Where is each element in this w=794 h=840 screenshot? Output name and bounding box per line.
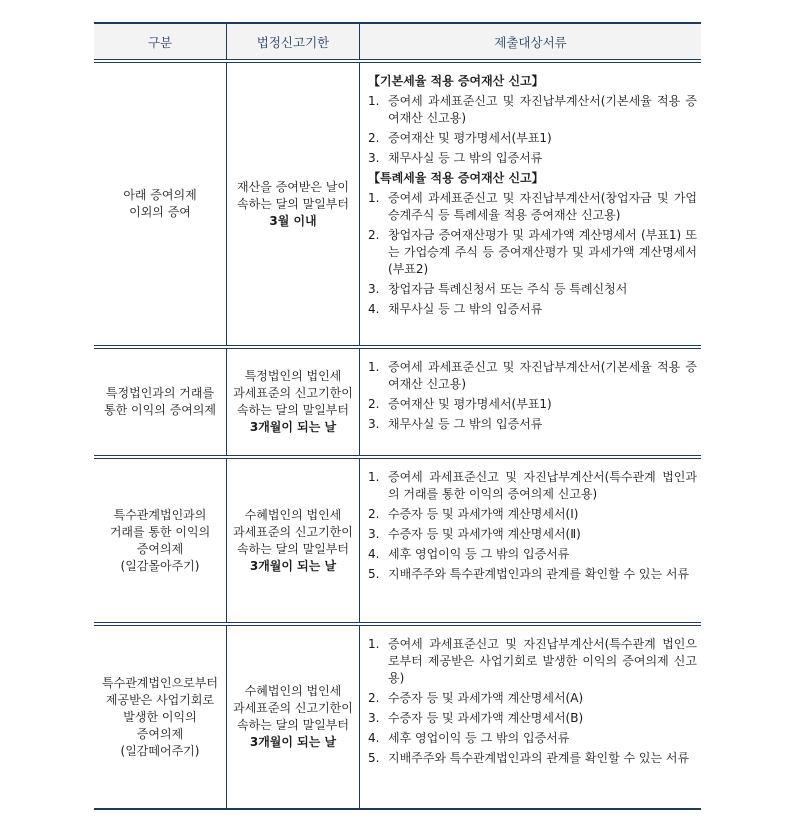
- deadline-emphasis: 3개월이 되는 날: [249, 420, 337, 434]
- category-line: 특정법인과의 거래를: [105, 386, 215, 400]
- list-item: [368, 690, 697, 707]
- category-cell: [94, 459, 227, 622]
- list-item: [368, 301, 697, 318]
- item-text: 채무사실 등 그 밖의 입증서류: [388, 417, 543, 431]
- table-bottom-rule: [94, 808, 701, 810]
- list-item: [368, 227, 697, 278]
- item-text: 증여세 과세표준신고 및 자진납부계산서(기본세율 적용 증여재산 신고용): [388, 360, 697, 391]
- item-number: 1.: [368, 470, 380, 484]
- item-text: 채무사실 등 그 밖의 입증서류: [388, 151, 543, 165]
- category-line: 특수관계법인과의: [113, 507, 207, 522]
- deadline-line: 특정법인의 법인세: [244, 369, 342, 383]
- list-item: [368, 750, 697, 767]
- item-text: 수증자 등 및 과세가액 계산명세서(A): [388, 691, 584, 705]
- item-number: 3.: [368, 151, 380, 165]
- deadline-line: 수혜법인의 법인세: [244, 684, 342, 698]
- item-text: 증여세 과세표준신고 및 자진납부계산서(특수관계 법인으로부터 제공받은 사업기회로 발생한 이익의 증여의제 신고용): [388, 637, 697, 685]
- item-number: 5.: [368, 751, 380, 765]
- deadline-line: 속하는 달의 말일부터: [237, 541, 349, 556]
- list-item: [368, 93, 697, 127]
- documents-cell: [360, 626, 701, 808]
- list-item: [368, 416, 697, 433]
- category-line: 제공받은 사업기회로: [105, 692, 215, 707]
- list-item: [368, 359, 697, 393]
- list-item: [368, 546, 697, 563]
- list-item: [368, 526, 697, 543]
- list-item: [368, 730, 697, 747]
- item-number: 2.: [368, 131, 380, 145]
- category-line: 통한 이익의 증여의제: [104, 403, 216, 417]
- item-number: 1.: [368, 191, 380, 205]
- deadline-line: 과세표준의 신고기한이: [233, 524, 353, 539]
- item-number: 2.: [368, 691, 380, 705]
- category-line: 특수관계법인으로부터: [102, 675, 218, 690]
- item-number: 5.: [368, 567, 380, 581]
- item-text: 증여재산 및 평가명세서(부표1): [388, 131, 552, 145]
- item-number: 1.: [368, 637, 380, 651]
- item-number: 4.: [368, 302, 380, 316]
- item-text: 지배주주와 특수관계법인과의 관계를 확인할 수 있는 서류: [388, 567, 690, 581]
- documents-cell: [360, 459, 701, 622]
- deadline-cell: [227, 626, 360, 808]
- deadline-cell: [227, 459, 360, 622]
- item-number: 2.: [368, 397, 380, 411]
- item-text: 수증자 등 및 과세가액 계산명세서(B): [388, 711, 584, 725]
- item-number: 2.: [368, 228, 380, 242]
- deadline-cell: [227, 349, 360, 455]
- list-item: [368, 130, 697, 147]
- item-text: 증여재산 및 평가명세서(부표1): [388, 397, 552, 411]
- category-cell: [94, 626, 227, 808]
- section-heading: 【기본세율 적용 증여재산 신고】: [368, 74, 544, 88]
- deadline-line: 과세표준의 신고기한이: [233, 701, 353, 715]
- documents-cell: [360, 349, 701, 455]
- category-line: 발생한 이익의: [123, 709, 197, 724]
- header-deadline: 법정신고기한: [227, 24, 360, 59]
- list-item: [368, 710, 697, 727]
- deadline-line: 속하는 달의 말일부터: [237, 196, 349, 211]
- deadline-cell: [227, 63, 360, 345]
- category-line: 증여의제: [136, 726, 184, 741]
- item-text: 세후 영업이익 등 그 밖의 입증서류: [388, 731, 570, 745]
- table-row: [94, 459, 701, 622]
- list-item: [368, 506, 697, 523]
- list-item: [368, 396, 697, 413]
- item-text: 창업자금 특례신청서 또는 주식 등 특례신청서: [388, 282, 628, 296]
- list-item: [368, 469, 697, 503]
- deadline-emphasis: 3개월이 되는 날: [249, 735, 337, 749]
- item-text: 증여세 과세표준신고 및 자진납부계산서(특수관계 법인과의 거래를 통한 이익의 증여의제 신고용): [388, 470, 697, 501]
- item-number: 4.: [368, 547, 380, 561]
- item-number: 3.: [368, 282, 380, 296]
- item-number: 1.: [368, 94, 380, 108]
- item-number: 3.: [368, 527, 380, 541]
- category-line: (일감몰아주기): [120, 558, 200, 573]
- list-item: [368, 636, 697, 687]
- table-row: [94, 626, 701, 808]
- list-item: [368, 150, 697, 167]
- deadline-line: 과세표준의 신고기한이: [233, 386, 353, 400]
- documents-cell: [360, 63, 701, 345]
- item-text: 증여세 과세표준신고 및 자진납부계산서(창업자금 및 가업승계주식 등 특례세율 적용 증여재산 신고용): [388, 191, 697, 222]
- category-line: 거래를 통한 이익의: [109, 524, 211, 539]
- category-line: 이외의 증여: [129, 205, 191, 219]
- category-line: 아래 증여의제: [123, 188, 197, 202]
- list-item: [368, 566, 697, 583]
- item-text: 지배주주와 특수관계법인과의 관계를 확인할 수 있는 서류: [388, 751, 690, 765]
- item-text: 수증자 등 및 과세가액 계산명세서(Ⅰ): [388, 507, 579, 521]
- item-text: 창업자금 증여재산평가 및 과세가액 계산명세서 (부표1) 또는 가업승계 주식 등 증여재산평가 및 과세가액 계산명세서(부표2): [388, 228, 697, 276]
- category-line: (일감떼어주기): [120, 743, 200, 758]
- item-text: 세후 영업이익 등 그 밖의 입증서류: [388, 547, 570, 561]
- item-number: 3.: [368, 711, 380, 725]
- item-text: 수증자 등 및 과세가액 계산명세서(Ⅱ): [388, 527, 581, 541]
- section-heading: 【특례세율 적용 증여재산 신고】: [368, 171, 544, 185]
- category-line: 증여의제: [136, 541, 184, 556]
- table-row: [94, 63, 701, 345]
- deadline-emphasis: 3월 이내: [269, 213, 317, 228]
- item-text: 채무사실 등 그 밖의 입증서류: [388, 302, 543, 316]
- header-documents: 제출대상서류: [494, 34, 567, 50]
- deadline-line: 속하는 달의 말일부터: [237, 718, 349, 732]
- list-item: [368, 281, 697, 298]
- deadline-emphasis: 3개월이 되는 날: [249, 558, 337, 573]
- item-number: 4.: [368, 731, 380, 745]
- header-category: 구분: [94, 24, 227, 59]
- item-number: 2.: [368, 507, 380, 521]
- item-text: 증여세 과세표준신고 및 자진납부계산서(기본세율 적용 증여재산 신고용): [388, 94, 697, 125]
- item-number: 3.: [368, 417, 380, 431]
- table-row: [94, 349, 701, 455]
- deadline-line: 수혜법인의 법인세: [244, 507, 342, 522]
- table-header-row: [94, 24, 701, 59]
- deadline-line: 재산을 증여받은 날이: [237, 179, 349, 194]
- filing-table: [94, 22, 701, 810]
- category-cell: [94, 63, 227, 345]
- list-item: [368, 190, 697, 224]
- item-number: 1.: [368, 360, 380, 374]
- category-cell: [94, 349, 227, 455]
- deadline-line: 속하는 달의 말일부터: [237, 403, 349, 417]
